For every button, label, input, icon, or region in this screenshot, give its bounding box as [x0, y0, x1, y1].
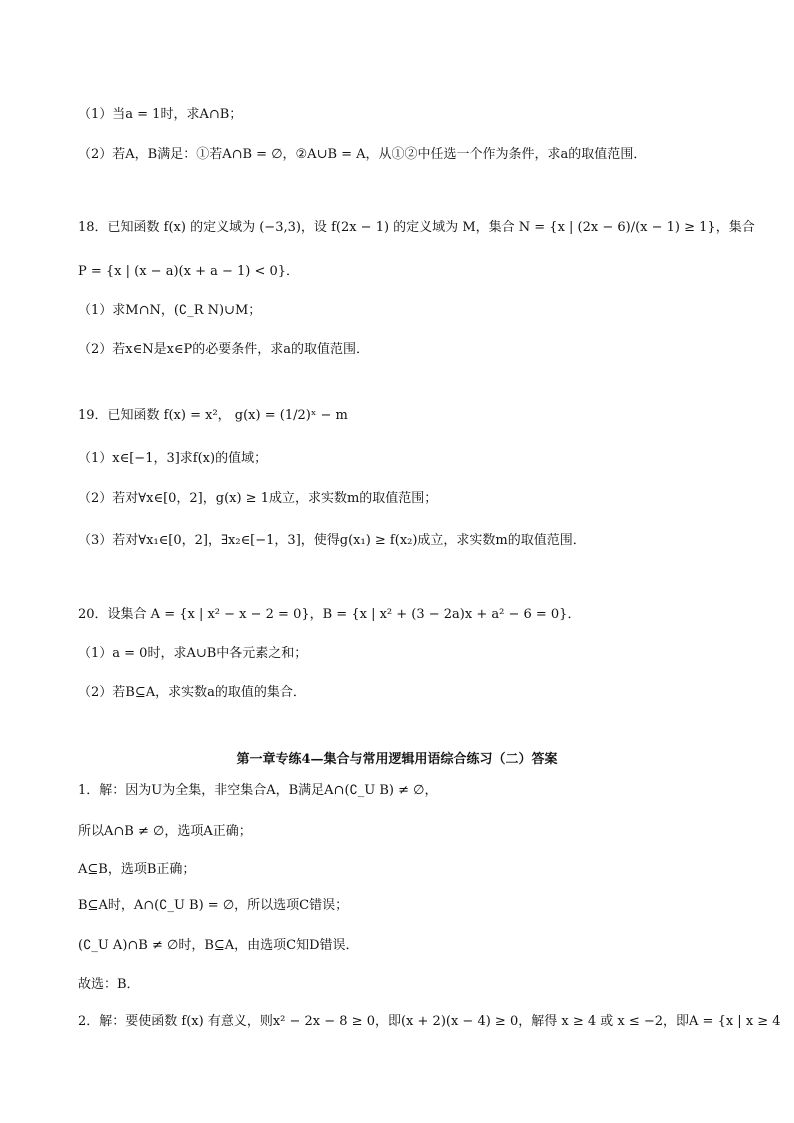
- q19-stem: 19．已知函数 f(x) = x²， g(x) = (1/2)ˣ − m: [78, 408, 348, 423]
- answer-1-conclusion: 故选：B．: [78, 977, 140, 992]
- q17-part1: （1）当a = 1时，求A∩B；: [78, 107, 243, 122]
- answer-1-line3: A⊆B，选项B正确；: [78, 862, 196, 877]
- q18-set-p: P = {x | (x − a)(x + a − 1) < 0}．: [78, 264, 300, 279]
- answer-1-line5: (∁_U A)∩B ≠ ∅时，B⊆A，由选项C知D错误．: [78, 938, 359, 953]
- q18-part2: （2）若x∈N是x∈P的必要条件，求a的取值范围．: [78, 342, 370, 357]
- q20-part1: （1）a = 0时，求A∪B中各元素之和；: [78, 646, 308, 661]
- q19-part2: （2）若对∀x∈[0，2]，g(x) ≥ 1成立，求实数m的取值范围；: [78, 491, 438, 506]
- q20-part2: （2）若B⊆A，求实数a的取值的集合．: [78, 685, 306, 700]
- q19-part3: （3）若对∀x₁∈[0，2]，∃x₂∈[−1，3]，使得g(x₁) ≥ f(x₂)成立，求实数m的取值范围．: [78, 533, 586, 548]
- q20-stem: 20．设集合 A = {x | x² − x − 2 = 0}，B = {x | x² + (3 − 2a)x + a² − 6 = 0}．: [78, 607, 581, 622]
- q18-part1: （1）求M∩N，(∁_R N)∪M；: [78, 303, 262, 318]
- answer-section-heading: 第一章专练4—集合与常用逻辑用语综合练习（二）答案: [236, 752, 558, 767]
- q19-part1: （1）x∈[−1，3]求f(x)的值域；: [78, 451, 268, 466]
- answer-2-line1: 2．解：要使函数 f(x) 有意义，则x² − 2x − 8 ≥ 0，即(x + 2)(x − 4) ≥ 0，解得 x ≥ 4 或 x ≤ −2，即A = {x | x ≥ 4: [78, 1014, 781, 1029]
- q17-part2: （2）若A，B满足：①若A∩B = ∅，②A∪B = A，从①②中任选一个作为条件，求a的取值范围．: [78, 147, 647, 162]
- q18-stem: 18．已知函数 f(x) 的定义域为 (−3,3)，设 f(2x − 1) 的定义域为 M，集合 N = {x | (2x − 6)/(x − 1) ≥ 1}，集合: [78, 220, 755, 235]
- answer-1-line2: 所以A∩B ≠ ∅，选项A正确；: [78, 824, 252, 839]
- answer-1-line4: B⊆A时，A∩(∁_U B) = ∅，所以选项C错误；: [78, 898, 349, 913]
- answer-1-line1: 1．解：因为U为全集，非空集合A，B满足A∩(∁_U B) ≠ ∅，: [78, 783, 438, 798]
